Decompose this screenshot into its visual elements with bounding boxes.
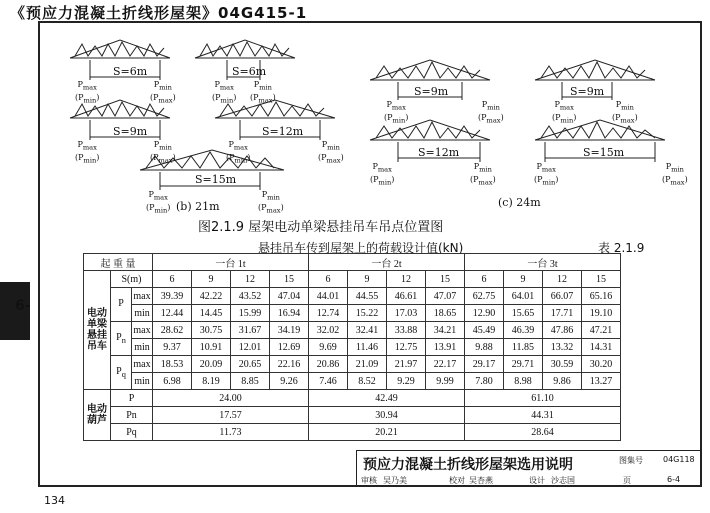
review-label: 审核	[361, 476, 377, 485]
table-cell: 46.61	[387, 288, 426, 305]
table-cell: 9.26	[270, 373, 309, 390]
figure-caption-24m: (c) 24m	[498, 196, 541, 209]
table-cell: 42.22	[192, 288, 231, 305]
table-cell: 33.88	[387, 322, 426, 339]
title-block	[356, 450, 702, 487]
table-cell: 22.17	[426, 356, 465, 373]
row-kind: min	[132, 339, 153, 356]
span-label: S=12m	[418, 146, 460, 159]
table-cell: 12.01	[231, 339, 270, 356]
table-row	[84, 305, 621, 322]
table-cell: 9.88	[465, 339, 504, 356]
table-cell: 28.62	[153, 322, 192, 339]
table-cell: 61.10	[465, 390, 621, 407]
table-cell: 15.65	[504, 305, 543, 322]
table-cell: 44.01	[309, 288, 348, 305]
table-cell: 16.94	[270, 305, 309, 322]
header-qizhongliang: 起 重 量	[84, 254, 153, 271]
row-p-label: P	[111, 288, 132, 322]
table-cell: 20.09	[192, 356, 231, 373]
table-cell: 20.21	[309, 424, 465, 441]
table-cell: 8.85	[231, 373, 270, 390]
table-cell: 64.01	[504, 288, 543, 305]
table-cell: 29.71	[504, 356, 543, 373]
load-label-pmax: $P_{max}$ $(P_{min})$	[226, 140, 251, 165]
load-label-pmax: $P_{max}$ $(P_{min})$	[212, 80, 237, 105]
span-header: 9	[348, 271, 387, 288]
table-cell: 17.03	[387, 305, 426, 322]
table-cell: 6.98	[153, 373, 192, 390]
table-cell: 15.99	[231, 305, 270, 322]
hoist-label: P	[111, 390, 153, 407]
table-cell: 14.45	[192, 305, 231, 322]
span-header: 6	[465, 271, 504, 288]
table-cell: 10.91	[192, 339, 231, 356]
table-cell: 8.19	[192, 373, 231, 390]
table-cell: 12.69	[270, 339, 309, 356]
span-header: 12	[231, 271, 270, 288]
table-row	[84, 356, 621, 373]
row-kind: max	[132, 356, 153, 373]
load-label-pmin: $P_{min}$ $(P_{max})$	[258, 190, 284, 215]
span-header: 6	[153, 271, 192, 288]
table-cell: 47.07	[426, 288, 465, 305]
row-p-label: $P_q$	[111, 356, 132, 390]
span-header: 15	[582, 271, 621, 288]
span-header: 15	[426, 271, 465, 288]
group-header: 一台 3t	[465, 254, 621, 271]
table-cell: 12.75	[387, 339, 426, 356]
table-cell: 18.65	[426, 305, 465, 322]
table-cell: 14.31	[582, 339, 621, 356]
load-label-pmin: $P_{min}$ $(P_{max})$	[470, 162, 496, 187]
table-cell: 24.00	[153, 390, 309, 407]
load-label-pmax: $P_{max}$ $(P_{min})$	[552, 100, 577, 125]
table-cell: 44.55	[348, 288, 387, 305]
check-label: 校对	[449, 476, 465, 485]
table-cell: 47.04	[270, 288, 309, 305]
table-cell: 7.46	[309, 373, 348, 390]
span-label: S=15m	[195, 173, 237, 186]
table-cell: 31.67	[231, 322, 270, 339]
table-row	[84, 424, 621, 441]
span-label: S=6m	[232, 65, 267, 78]
table-cell: 15.22	[348, 305, 387, 322]
table-cell: 11.46	[348, 339, 387, 356]
table-cell: 43.52	[231, 288, 270, 305]
figure-caption: 图2.1.9 屋架电动单梁悬挂吊车吊点位置图	[198, 220, 444, 235]
load-label-pmax: $P_{max}$ $(P_{min})$	[75, 80, 100, 105]
side-label: 6-	[15, 298, 31, 314]
hoist-label: Pn	[111, 407, 153, 424]
atlas-value: 04G118	[663, 455, 695, 464]
figure-caption-21m: (b) 21m	[176, 200, 220, 213]
table-cell: 65.16	[582, 288, 621, 305]
table-cell: 9.86	[543, 373, 582, 390]
span-header: 9	[192, 271, 231, 288]
table-cell: 12.44	[153, 305, 192, 322]
table-cell: 19.10	[582, 305, 621, 322]
table-row	[84, 407, 621, 424]
designer-name: 沙志国	[551, 476, 575, 485]
span-header: 6	[309, 271, 348, 288]
table-cell: 28.64	[465, 424, 621, 441]
table-cell: 8.52	[348, 373, 387, 390]
table-cell: 8.98	[504, 373, 543, 390]
table-cell: 32.41	[348, 322, 387, 339]
table-cell: 9.29	[387, 373, 426, 390]
span-label: S=9m	[570, 85, 605, 98]
table-cell: 9.69	[309, 339, 348, 356]
table-cell: 11.73	[153, 424, 309, 441]
group1-label: 电动单梁悬挂吊车	[84, 271, 111, 390]
table-cell: 12.90	[465, 305, 504, 322]
span-header: 12	[387, 271, 426, 288]
span-header: 12	[543, 271, 582, 288]
page-value: 6-4	[667, 475, 681, 484]
load-label-pmin: $P_{min}$ $(P_{max})$	[662, 162, 688, 187]
table-cell: 17.57	[153, 407, 309, 424]
group2-label: 电动葫芦	[84, 390, 111, 441]
page-number: 134	[44, 494, 65, 507]
group-header: 一台 2t	[309, 254, 465, 271]
table-cell: 30.75	[192, 322, 231, 339]
table-cell: 22.16	[270, 356, 309, 373]
load-label-pmin: $P_{min}$ $(P_{max})$	[250, 80, 276, 105]
group-header: 一台 1t	[153, 254, 309, 271]
table-cell: 47.86	[543, 322, 582, 339]
table-cell: 12.74	[309, 305, 348, 322]
table-row	[84, 322, 621, 339]
page-title: 《预应力混凝土折线形屋架》04G415-1	[10, 4, 308, 22]
table-cell: 30.20	[582, 356, 621, 373]
table-cell: 18.53	[153, 356, 192, 373]
table-cell: 34.19	[270, 322, 309, 339]
table-cell: 20.65	[231, 356, 270, 373]
span-header: 9	[504, 271, 543, 288]
load-label-pmax: $P_{max}$ $(P_{min})$	[370, 162, 395, 187]
table-cell: 46.39	[504, 322, 543, 339]
span-label: S=9m	[113, 125, 148, 138]
table-cell: 42.49	[309, 390, 465, 407]
design-label: 设计	[529, 476, 545, 485]
span-header: 15	[270, 271, 309, 288]
table-cell: 45.49	[465, 322, 504, 339]
table-row	[84, 339, 621, 356]
table-cell: 7.80	[465, 373, 504, 390]
load-label-pmax: $P_{max}$ $(P_{min})$	[146, 190, 171, 215]
table-row	[84, 373, 621, 390]
row-kind: min	[132, 373, 153, 390]
table-number: 表 2.1.9	[598, 241, 645, 255]
table-title: 悬挂吊车传到屋架上的荷载设计值(kN)	[258, 241, 464, 255]
load-label-pmin: $P_{min}$ $(P_{max})$	[318, 140, 344, 165]
table-cell: 13.32	[543, 339, 582, 356]
table-row	[84, 390, 621, 407]
table-cell: 30.59	[543, 356, 582, 373]
table-cell: 66.07	[543, 288, 582, 305]
table-cell: 17.71	[543, 305, 582, 322]
table-cell: 13.27	[582, 373, 621, 390]
checker-name: 吴杏燕	[469, 476, 493, 485]
table-cell: 20.86	[309, 356, 348, 373]
span-label: S=6m	[113, 65, 148, 78]
table-cell: 13.91	[426, 339, 465, 356]
load-label-pmin: $P_{min}$ $(P_{max})$	[612, 100, 638, 125]
load-label-pmax: $P_{max}$ $(P_{min})$	[75, 140, 100, 165]
title-block-main: 预应力混凝土折线形屋架选用说明	[363, 457, 573, 473]
table-row	[84, 288, 621, 305]
load-label-pmax: $P_{max}$ $(P_{min})$	[384, 100, 409, 125]
row-kind: max	[132, 288, 153, 305]
table-cell: 21.97	[387, 356, 426, 373]
table-cell: 9.99	[426, 373, 465, 390]
table-cell: 21.09	[348, 356, 387, 373]
load-label-pmin: $P_{min}$ $(P_{max})$	[478, 100, 504, 125]
row-kind: max	[132, 322, 153, 339]
table-cell: 47.21	[582, 322, 621, 339]
table-cell: 30.94	[309, 407, 465, 424]
hoist-label: Pq	[111, 424, 153, 441]
table-cell: 39.39	[153, 288, 192, 305]
load-label-pmin: $P_{min}$ $(P_{max})$	[150, 140, 176, 165]
table-cell: 62.75	[465, 288, 504, 305]
table-cell: 29.17	[465, 356, 504, 373]
row-p-label: $P_n$	[111, 322, 132, 356]
table-cell: 34.21	[426, 322, 465, 339]
s-label: S(m)	[111, 271, 153, 288]
span-label: S=15m	[583, 146, 625, 159]
span-label: S=9m	[414, 85, 449, 98]
table-cell: 11.85	[504, 339, 543, 356]
table-cell: 32.02	[309, 322, 348, 339]
span-label: S=12m	[262, 125, 304, 138]
page-label: 页	[623, 476, 631, 485]
load-label-pmin: $P_{min}$ $(P_{max})$	[150, 80, 176, 105]
load-table	[83, 253, 621, 441]
table-cell: 44.31	[465, 407, 621, 424]
atlas-label: 图集号	[619, 456, 643, 465]
load-label-pmax: $P_{max}$ $(P_{min})$	[534, 162, 559, 187]
row-kind: min	[132, 305, 153, 322]
reviewer-name: 吴乃美	[383, 476, 407, 485]
table-cell: 9.37	[153, 339, 192, 356]
